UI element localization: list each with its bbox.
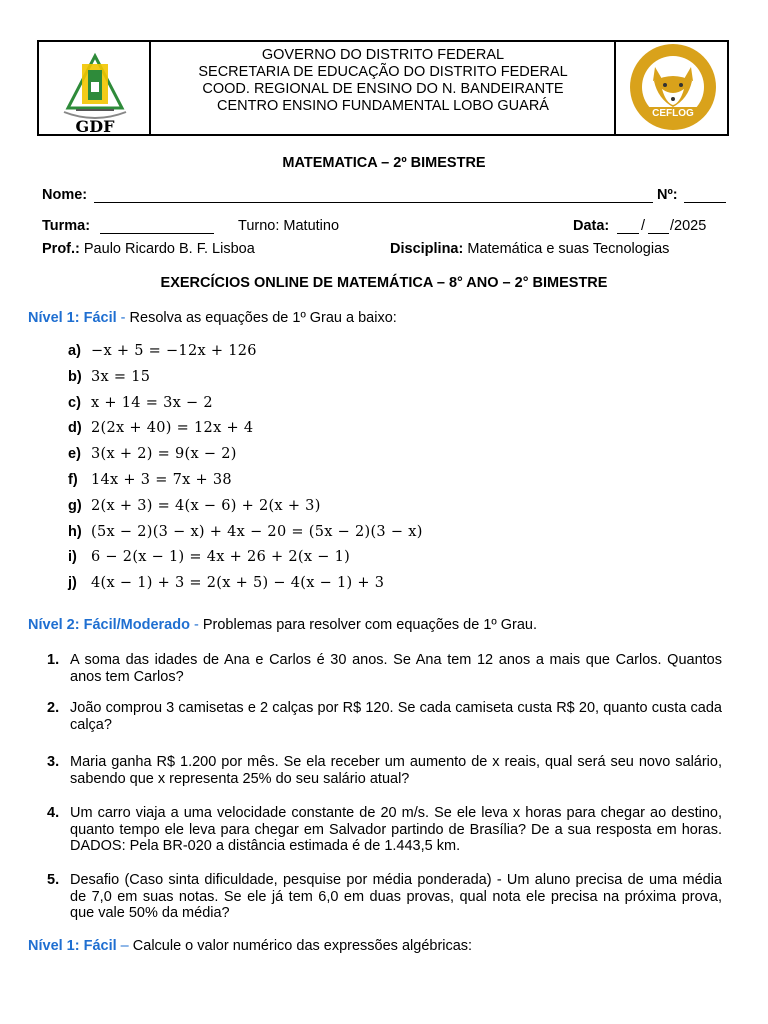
equation-item xyxy=(68,343,257,359)
equation-letter: f) xyxy=(68,472,78,488)
level1-heading: Nível 1: Fácil - Resolva as equações de 1º Grau a baixo: xyxy=(28,310,397,326)
equation-item xyxy=(68,420,253,436)
equation-expression: 4(x − 1) + 3 = 2(x + 5) − 4(x − 1) + 3 xyxy=(91,575,385,592)
level-instruction: Calcule o valor numérico das expressões algébricas: xyxy=(132,938,473,954)
equation-letter: h) xyxy=(68,523,82,540)
equation-item xyxy=(68,395,213,411)
header-line: COOD. REGIONAL DE ENSINO DO N. BANDEIRANTE xyxy=(202,81,564,97)
equation-expression: 3(x + 2) = 9(x − 2) xyxy=(91,446,237,463)
equation-letter: e) xyxy=(68,446,81,463)
data-year: /2025 xyxy=(670,218,707,234)
problem-text: A soma das idades de Ana e Carlos é 30 anos. Se Ana tem 12 anos a mais que Carlos. Quantos anos tem Carlos? xyxy=(70,652,722,685)
level-instruction: Problemas para resolver com equações de 1º Grau. xyxy=(202,617,537,633)
prof-label: Prof.: xyxy=(42,241,80,257)
disciplina-row xyxy=(390,241,669,257)
header-line: GOVERNO DO DISTRITO FEDERAL xyxy=(261,47,505,63)
level2-heading: Nível 2: Fácil/Moderado - Problemas para resolver com equações de 1º Grau. xyxy=(28,617,537,633)
problem-number: 1. xyxy=(47,652,60,668)
problem-text: Desafio (Caso sinta dificuldade, pesquise por média ponderada) - Um aluno precisa de uma média de 7,0 em suas notas. Se ele já tem 6,0 em duas provas, qual nota ele precisa na próxima prova, que vale 50% da média? xyxy=(70,872,722,921)
exercise-subtitle: EXERCÍCIOS ONLINE DE MATEMÁTICA – 8° ANO – 2° BIMESTRE xyxy=(160,275,608,291)
nome-label: Nome: xyxy=(42,187,88,203)
problem-text: João comprou 3 camisetas e 2 calças por R$ 120. Se cada camiseta custa R$ 20, quanto custa cada calça? xyxy=(70,700,722,733)
nome-field[interactable] xyxy=(94,202,653,203)
problem-text: Maria ganha R$ 1.200 por mês. Se ela receber um aumento de x reais, qual será seu novo salário, sabendo que x representa 25% do seu salário atual? xyxy=(70,754,722,787)
equation-item xyxy=(68,498,321,514)
problem-number: 5. xyxy=(47,872,60,888)
turma-field[interactable] xyxy=(100,233,214,234)
gdf-logo-text: GDF xyxy=(75,117,115,136)
school-seal xyxy=(618,41,728,133)
disciplina-value: Matemática e suas Tecnologias xyxy=(467,241,670,257)
equation-expression: 2(x + 3) = 4(x − 6) + 2(x + 3) xyxy=(91,497,321,514)
equation-letter: a) xyxy=(68,343,81,359)
problem-text: Um carro viaja a uma velocidade constante de 20 m/s. Se ele leva x horas para chegar ao destino, quanto tempo ele leva para chegar em Salvador partindo de Brasília? De a sua resposta em horas. DADOS: Pela BR-020 a distância estimada é de 1.443,5 km. xyxy=(70,805,722,854)
equation-expression: 14x + 3 = 7x + 38 xyxy=(91,472,232,488)
level-label: Nível 1: Fácil xyxy=(28,310,117,326)
numero-label: Nº: xyxy=(657,187,678,203)
problem-number: 3. xyxy=(47,754,60,770)
data-day-field[interactable] xyxy=(617,233,639,234)
equation-expression: 6 − 2(x − 1) = 4x + 26 + 2(x − 1) xyxy=(91,549,351,566)
equation-expression: 2(2x + 40) = 12x + 4 xyxy=(91,420,254,437)
equation-letter: i) xyxy=(68,549,77,566)
equation-expression: 3x = 15 xyxy=(91,368,151,385)
equation-item xyxy=(68,446,237,462)
problem-number: 4. xyxy=(47,805,60,821)
equation-item xyxy=(68,472,232,488)
turno: Turno: Matutino xyxy=(238,218,340,234)
equation-letter: d) xyxy=(68,420,82,437)
numero-field[interactable] xyxy=(684,202,726,203)
equation-expression: −x + 5 = −12x + 126 xyxy=(91,343,257,359)
school-badge: CEFLOG xyxy=(652,108,694,119)
prof-row xyxy=(42,241,255,257)
data-label: Data: xyxy=(573,218,610,234)
data-month-field[interactable] xyxy=(648,233,669,234)
header-divider xyxy=(149,40,151,136)
level-instruction: Resolva as equações de 1º Grau a baixo: xyxy=(129,310,397,326)
header-line: CENTRO ENSINO FUNDAMENTAL LOBO GUARÁ xyxy=(217,98,549,114)
equation-item xyxy=(68,575,384,591)
problem-number: 2. xyxy=(47,700,60,716)
equation-expression: (5x − 2)(3 − x) + 4x − 20 = (5x − 2)(3 − x) xyxy=(91,523,423,540)
equation-item xyxy=(68,524,423,540)
equation-letter: j) xyxy=(68,575,77,592)
equation-letter: b) xyxy=(68,368,82,385)
equation-item xyxy=(68,549,350,565)
equation-letter: g) xyxy=(68,497,82,514)
level-label: Nível 2: Fácil/Moderado xyxy=(28,617,190,633)
equation-letter: c) xyxy=(68,394,81,411)
document-title: MATEMATICA – 2º BIMESTRE xyxy=(282,155,486,171)
header-institution xyxy=(152,47,614,115)
level1b-heading: Nível 1: Fácil – Calcule o valor numérico das expressões algébricas: xyxy=(28,938,473,954)
header-divider xyxy=(614,40,616,136)
equation-item xyxy=(68,369,150,385)
prof-name: Paulo Ricardo B. F. Lisboa xyxy=(83,241,255,257)
level-label: Nível 1: Fácil xyxy=(28,938,117,954)
equation-expression: x + 14 = 3x − 2 xyxy=(91,394,213,411)
turma-label: Turma: xyxy=(42,218,91,234)
header-line: SECRETARIA DE EDUCAÇÃO DO DISTRITO FEDERAL xyxy=(198,64,568,80)
disciplina-label: Disciplina: xyxy=(390,241,464,257)
